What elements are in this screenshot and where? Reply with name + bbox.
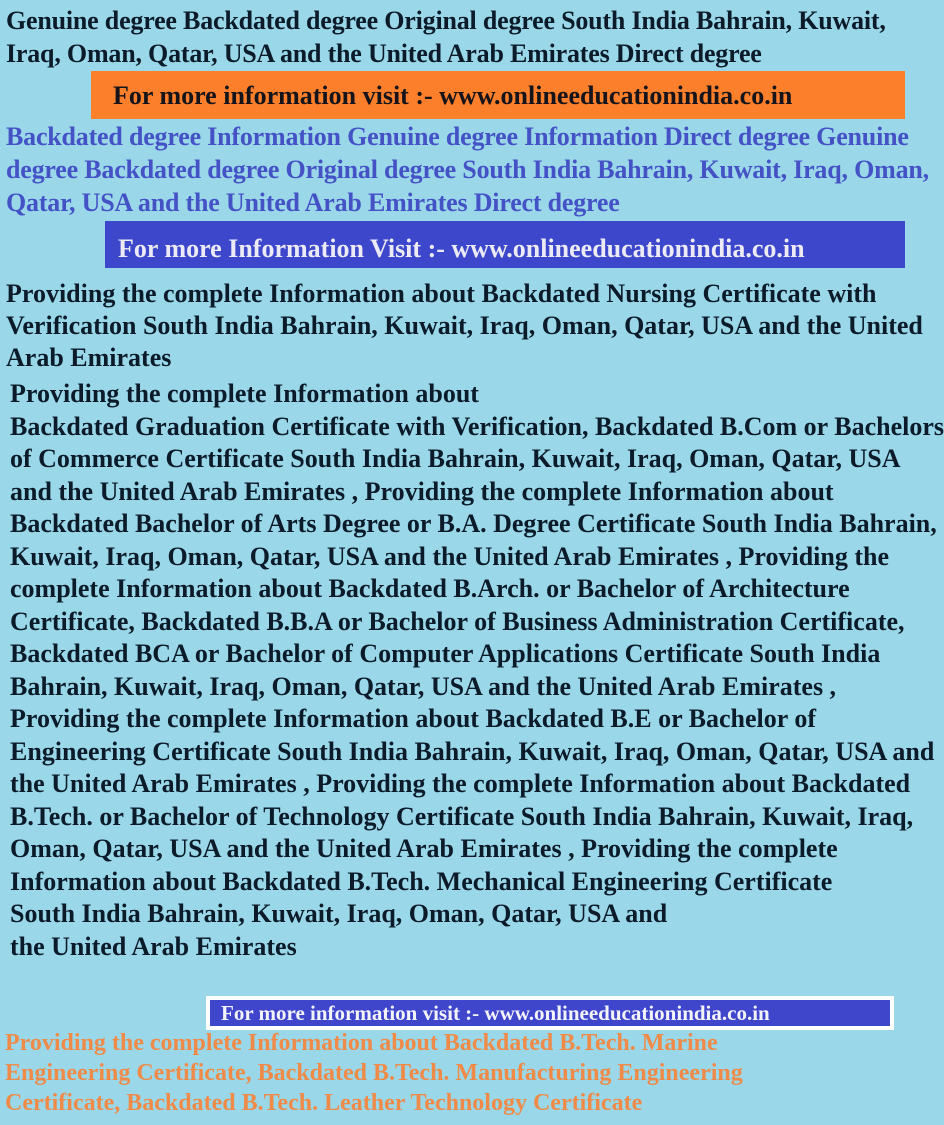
website-banner-blue[interactable]: For more Information Visit :- www.onlineeducationindia.co.in xyxy=(105,221,905,268)
website-banner-orange[interactable]: For more information visit :- www.onlineeducationindia.co.in xyxy=(91,71,905,119)
graduation-body: Backdated Graduation Certificate with Verification, Backdated B.Com or Bachelors of Commerce Certificate South India Bahrain, Kuwait, Iraq, Oman, Qatar, USA and the United Arab Emirates , Providing the complete Information about Backdated Bachelor of Arts Degree or B.A. Degree Certificate South India Bahrain, Kuwait, Iraq, Oman, Qatar, USA and the United Arab Emirates , Providing the complete Information about Backdated B.Arch. or Bachelor of Architecture Certificate, Backdated B.B.A or Bachelor of Business Administration Certificate, Backdated BCA or Bachelor of Computer Applications Certificate South India Bahrain, Kuwait, Iraq, Oman, Qatar, USA and the United Arab Emirates , Providing the complete Information about Backdated B.E or Bachelor of Engineering Certificate South India Bahrain, Kuwait, Iraq, Oman, Qatar, USA and the United Arab Emirates , Providing the complete Information about Backdated B.Tech. or Bachelor of Technology Certificate South India Bahrain, Kuwait, Iraq, Oman, Qatar, USA and the United Arab Emirates , Providing the complete Information about Backdated B.Tech. Mechanical Engineering Certificate xyxy=(10,411,944,896)
btech-paragraph-orange: Providing the complete Information about Backdated B.Tech. Marine Engineering Certificate, Backdated B.Tech. Manufacturing Engineering Certificate, Backdated B.Tech. Leather Technology Certificate xyxy=(5,1030,743,1116)
graduation-certificate-paragraph xyxy=(10,378,944,963)
graduation-intro: Providing the complete Information about xyxy=(10,379,479,408)
info-paragraph-blue: Backdated degree Information Genuine degree Information Direct degree Genuine degree Backdated degree Original degree South India Bahrain, Kuwait, Iraq, Oman, Qatar, USA and the United Arab Emirates Direct degree xyxy=(6,122,929,217)
graduation-tail: South India Bahrain, Kuwait, Iraq, Oman, Qatar, USA and the United Arab Emirates xyxy=(10,899,668,961)
nursing-certificate-paragraph: Providing the complete Information about Backdated Nursing Certificate with Verification South India Bahrain, Kuwait, Iraq, Oman, Qatar, USA and the United Arab Emirates xyxy=(6,279,923,372)
intro-paragraph: Genuine degree Backdated degree Original degree South India Bahrain, Kuwait, Iraq, Oman, Qatar, USA and the United Arab Emirates Direct degree xyxy=(6,6,886,68)
website-banner-small[interactable]: For more information visit :- www.onlineeducationindia.co.in xyxy=(206,996,894,1030)
